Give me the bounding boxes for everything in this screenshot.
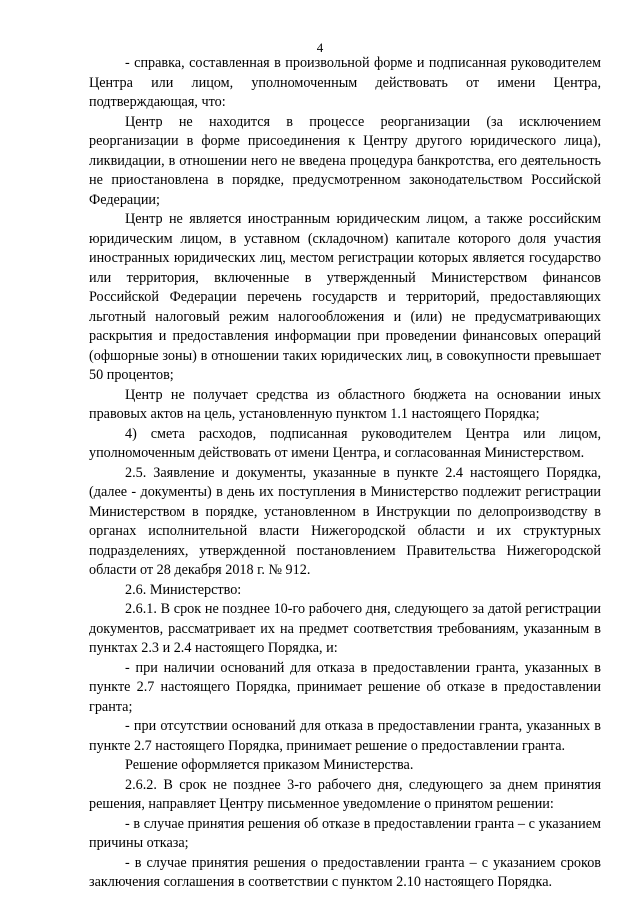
paragraph: 2.6.2. В срок не позднее 3-го рабочего дня, следующего за днем принятия решения, направляет Центру письменное уведомление о принятом решении: <box>89 776 601 812</box>
paragraph: 2.6. Министерство: <box>125 581 242 598</box>
paragraph: Центр не получает средства из областного бюджета на основании иных правовых актов на цель, установленную пунктом 1.1 настоящего Порядка; <box>89 386 601 422</box>
document-body <box>89 54 601 893</box>
paragraph: - при отсутствии оснований для отказа в предоставлении гранта, указанных в пункте 2.7 настоящего Порядка, принимает решение о предоставлении гранта. <box>89 718 601 754</box>
paragraph: Решение оформляется приказом Министерства. <box>125 757 414 773</box>
paragraph: - в случае принятия решения об отказе в предоставлении гранта – с указанием причины отказа; <box>89 815 601 851</box>
paragraph: - при наличии оснований для отказа в предоставлении гранта, указанных в пункте 2.7 настоящего Порядка, принимает решение об отказе в предоставлении гранта; <box>89 659 601 715</box>
paragraph: 4) смета расходов, подписанная руководителем Центра или лицом, уполномоченным действовать от имени Центра, и согласованная Министерством. <box>89 425 601 461</box>
paragraph: Центр не находится в процессе реорганизации (за исключением реорганизации в форме присоединения к Центру другого юридического лица), ликвидации, в отношении него не введена процедура банкротства, его деятельность не приостановлена в порядке, предусмотренном законодательством Российской Федерации; <box>89 113 601 208</box>
paragraph: - в случае принятия решения о предоставлении гранта – с указанием сроков заключения соглашения в соответствии с пунктом 2.10 настоящего Порядка. <box>89 854 601 890</box>
paragraph: - справка, составленная в произвольной форме и подписанная руководителем Центра или лицом, уполномоченным действовать от имени Центра, подтверждающая, что: <box>89 55 601 110</box>
paragraph: 2.5. Заявление и документы, указанные в пункте 2.4 настоящего Порядка, (далее - документы) в день их поступления в Министерство подлежит регистрации Министерством в порядке, установленном в Инструкции по делопроизводству в органах исполнительной власти Нижегородской области и их структурных подразделениях, утвержденной постановлением Правительства Нижегородской области от 28 декабря 2018 г. № 912. <box>89 464 601 578</box>
page-number: 4 <box>316 40 324 55</box>
paragraph: Центр не является иностранным юридическим лицом, а также российским юридическим лицом, в уставном (складочном) капитале которого доля участия иностранных юридических лиц, местом регистрации которых является государство или территория, включенные в утвержденный Министерством финансов Российской Федерации перечень государств и территорий, предоставляющих льготный налоговый режим налогообложения и (или) не предусматривающих раскрытия и предоставления информации при проведении финансовых операций (офшорные зоны) в отношении таких юридических лиц, в совокупности превышает 50 процентов; <box>89 211 601 383</box>
paragraph: 2.6.1. В срок не позднее 10-го рабочего дня, следующего за датой регистрации документов, рассматривает их на предмет соответствия требованиям, указанным в пунктах 2.3 и 2.4 настоящего Порядка, и: <box>89 601 601 656</box>
